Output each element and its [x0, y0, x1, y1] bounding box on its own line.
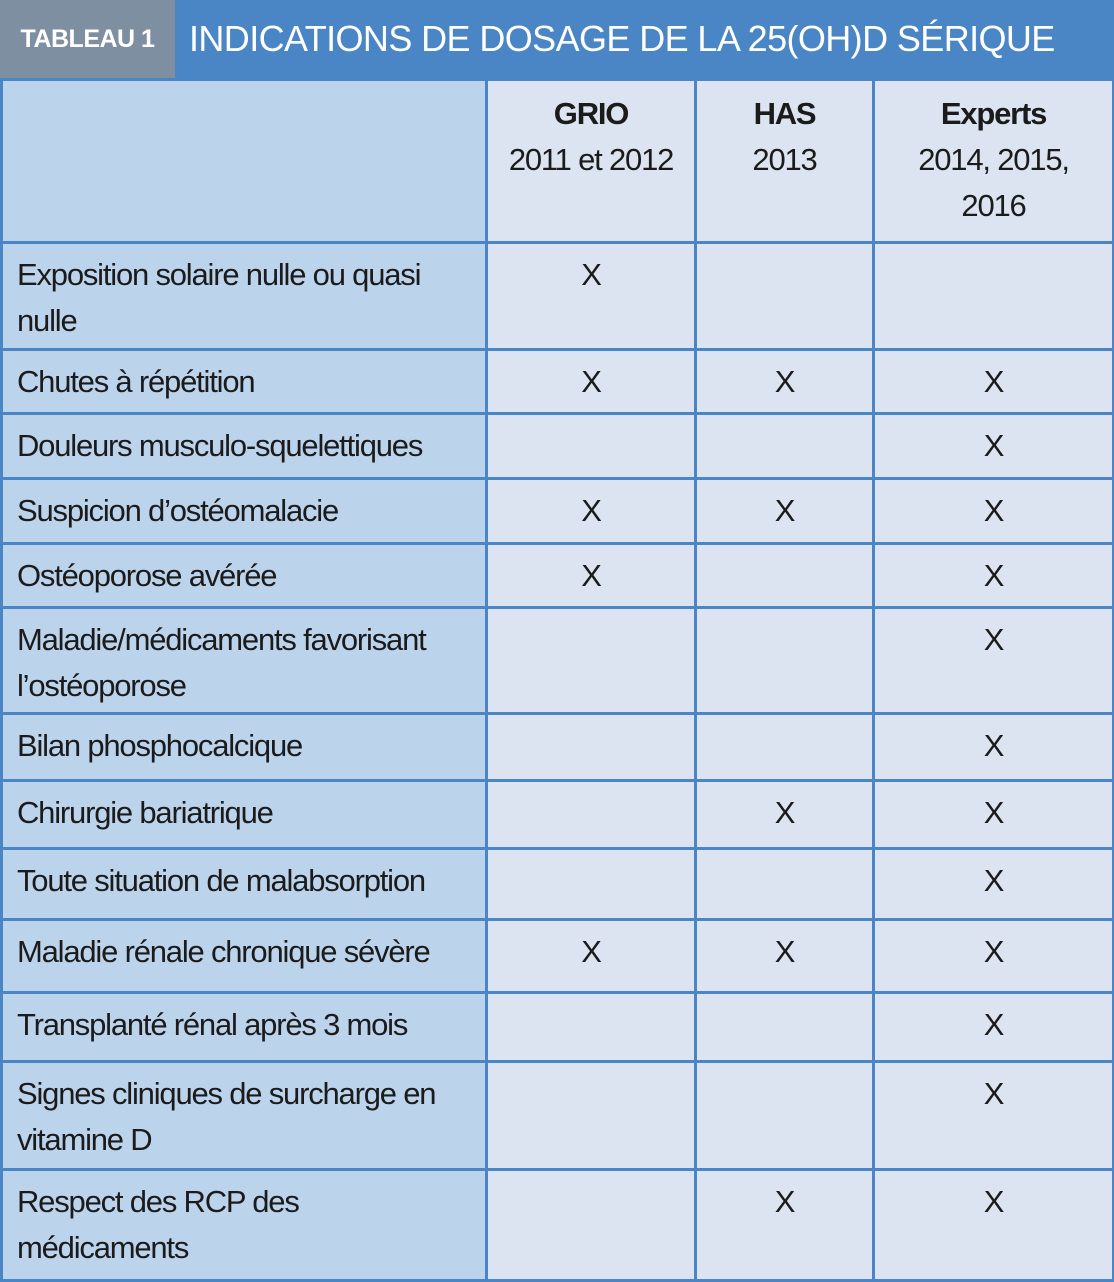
mark-cell-has: [696, 414, 874, 479]
column-header-name: Experts: [940, 96, 1047, 131]
mark-cell-has: X: [696, 350, 874, 414]
mark-cell-has: X: [696, 479, 874, 544]
mark-cell-grio: [487, 781, 696, 849]
row-label: Signes cliniques de surcharge en vitamine D: [2, 1062, 487, 1170]
table-row: [2, 993, 1114, 1062]
column-header-name: GRIO: [553, 96, 629, 131]
column-header-experts: [874, 80, 1114, 243]
mark-cell-experts: X: [874, 993, 1114, 1062]
table-row: [2, 781, 1114, 849]
mark-cell-has: X: [696, 781, 874, 849]
row-label: Transplanté rénal après 3 mois: [2, 993, 487, 1062]
mark-cell-grio: [487, 1062, 696, 1170]
mark-cell-grio: X: [487, 920, 696, 993]
table-row: [2, 714, 1114, 781]
header-corner-cell: [2, 80, 487, 243]
mark-cell-has: [696, 993, 874, 1062]
row-label: Suspicion d’ostéomalacie: [2, 479, 487, 544]
mark-cell-experts: X: [874, 479, 1114, 544]
table-row: [2, 1170, 1114, 1281]
table-row: [2, 350, 1114, 414]
mark-cell-grio: X: [487, 479, 696, 544]
indications-table: [0, 78, 1114, 1282]
mark-cell-grio: [487, 993, 696, 1062]
table-row: [2, 608, 1114, 714]
table-row: [2, 414, 1114, 479]
row-label: Ostéoporose avérée: [2, 544, 487, 608]
mark-cell-grio: X: [487, 544, 696, 608]
table-number-tag: TABLEAU 1: [0, 0, 175, 78]
mark-cell-grio: [487, 1170, 696, 1281]
mark-cell-experts: X: [874, 544, 1114, 608]
column-header-has: [696, 80, 874, 243]
mark-cell-grio: [487, 414, 696, 479]
mark-cell-experts: X: [874, 1170, 1114, 1281]
row-label: Chirurgie bariatrique: [2, 781, 487, 849]
row-label: Toute situation de malabsorption: [2, 849, 487, 920]
mark-cell-has: X: [696, 1170, 874, 1281]
mark-cell-has: X: [696, 920, 874, 993]
row-label: Bilan phosphocalcique: [2, 714, 487, 781]
column-header-years: 2013: [752, 142, 817, 177]
mark-cell-experts: X: [874, 920, 1114, 993]
mark-cell-grio: [487, 714, 696, 781]
row-label: Respect des RCP des médicaments: [2, 1170, 487, 1281]
mark-cell-has: [696, 544, 874, 608]
row-label: Chutes à répétition: [2, 350, 487, 414]
mark-cell-grio: [487, 849, 696, 920]
row-label: Douleurs musculo-squelettiques: [2, 414, 487, 479]
table-title: INDICATIONS DE DOSAGE DE LA 25(OH)D SÉRIQUE: [175, 0, 1114, 78]
table-row: [2, 1062, 1114, 1170]
mark-cell-has: [696, 1062, 874, 1170]
mark-cell-grio: X: [487, 243, 696, 350]
table-row: [2, 479, 1114, 544]
mark-cell-has: [696, 849, 874, 920]
table-row: [2, 849, 1114, 920]
mark-cell-grio: X: [487, 350, 696, 414]
column-header-years: 2011 et 2012: [508, 142, 674, 177]
mark-cell-experts: X: [874, 608, 1114, 714]
mark-cell-experts: [874, 243, 1114, 350]
column-header-grio: [487, 80, 696, 243]
column-header-name: HAS: [753, 96, 816, 131]
mark-cell-experts: X: [874, 414, 1114, 479]
mark-cell-experts: X: [874, 714, 1114, 781]
mark-cell-has: [696, 243, 874, 350]
table-title-bar: [0, 0, 1114, 78]
row-label: Maladie rénale chronique sévère: [2, 920, 487, 993]
mark-cell-has: [696, 714, 874, 781]
row-label: Maladie/médicaments favorisant l’ostéoporose: [2, 608, 487, 714]
mark-cell-experts: X: [874, 781, 1114, 849]
mark-cell-has: [696, 608, 874, 714]
table-row: [2, 920, 1114, 993]
table-row: [2, 544, 1114, 608]
mark-cell-experts: X: [874, 350, 1114, 414]
mark-cell-experts: X: [874, 1062, 1114, 1170]
row-label: Exposition solaire nulle ou quasi nulle: [2, 243, 487, 350]
column-header-years: 2014, 2015, 2016: [918, 142, 1069, 223]
table-row: [2, 243, 1114, 350]
header-row: [2, 80, 1114, 243]
mark-cell-experts: X: [874, 849, 1114, 920]
mark-cell-grio: [487, 608, 696, 714]
